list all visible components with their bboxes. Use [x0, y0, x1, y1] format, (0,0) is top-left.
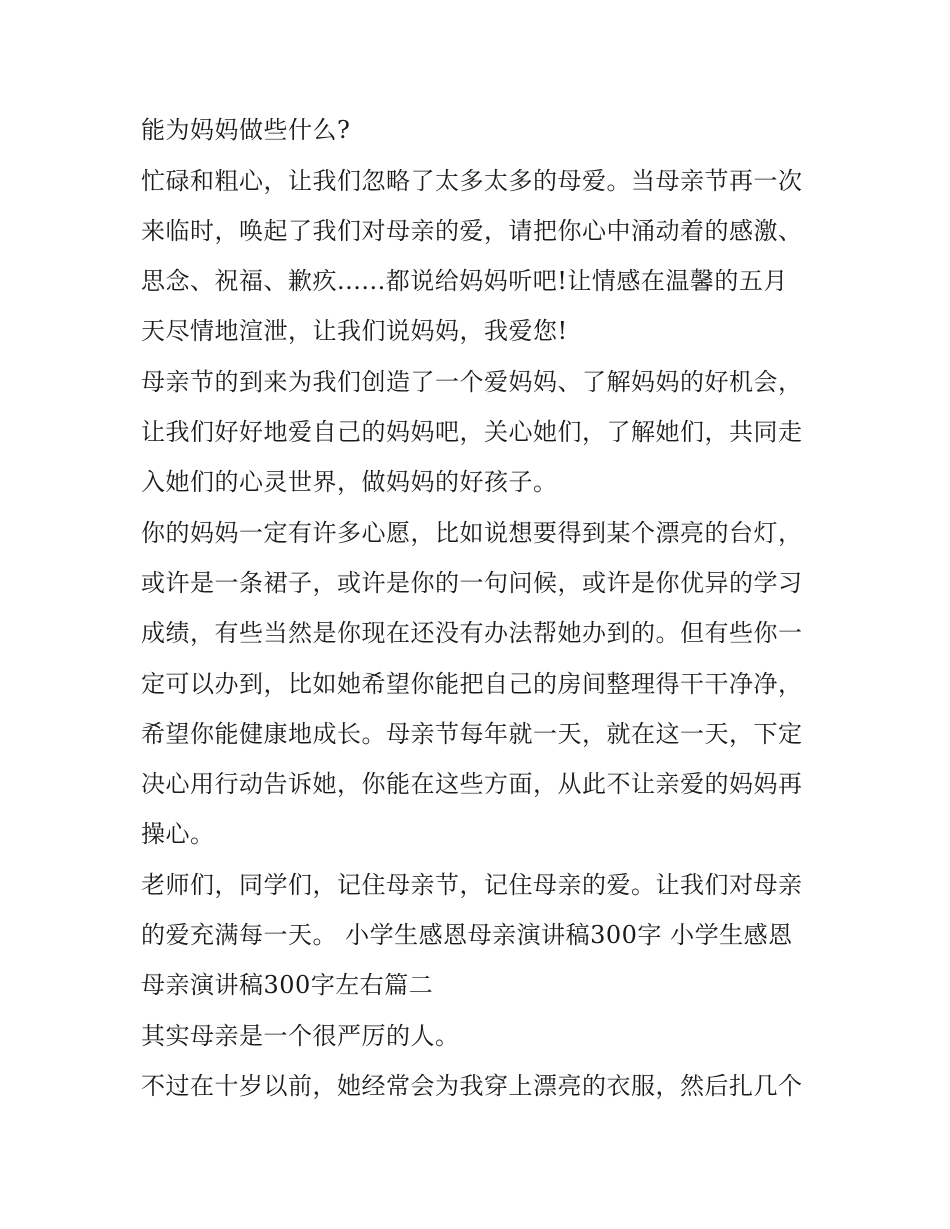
- paragraph-line: 天尽情地渲泄，让我们说妈妈，我爱您!: [141, 317, 568, 345]
- paragraph-line: 成绩，有些当然是你现在还没有办法帮她办到的。但有些你一: [141, 619, 803, 647]
- paragraph-line: 能为妈妈做些什么?: [141, 116, 351, 144]
- paragraph-line: 其实母亲是一个很严厉的人。: [141, 1022, 460, 1050]
- paragraph-line: 的爱充满每一天。 小学生感恩母亲演讲稿300字 小学生感恩: [141, 921, 793, 949]
- paragraph-line: 忙碌和粗心，让我们忽略了太多太多的母爱。当母亲节再一次: [141, 167, 803, 195]
- paragraph-line: 母亲节的到来为我们创造了一个爱妈妈、了解妈妈的好机会，: [141, 368, 803, 396]
- paragraph-line: 来临时，唤起了我们对母亲的爱，请把你心中涌动着的感激、: [141, 217, 803, 245]
- paragraph-line: 让我们好好地爱自己的妈妈吧，关心她们，了解她们，共同走: [141, 418, 803, 446]
- paragraph-line: 定可以办到，比如她希望你能把自己的房间整理得干干净净，: [141, 670, 803, 698]
- paragraph-line: 母亲演讲稿300字左右篇二: [141, 971, 434, 999]
- paragraph-line: 或许是一条裙子，或许是你的一句问候，或许是你优异的学习: [141, 569, 803, 597]
- paragraph-line: 希望你能健康地成长。母亲节每年就一天，就在这一天，下定: [141, 720, 803, 748]
- paragraph-line: 决心用行动告诉她，你能在这些方面，从此不让亲爱的妈妈再: [141, 770, 803, 798]
- paragraph-line: 不过在十岁以前，她经常会为我穿上漂亮的衣服，然后扎几个: [141, 1072, 803, 1100]
- paragraph-line: 思念、祝福、歉疚......都说给妈妈听吧!让情感在温馨的五月: [141, 267, 788, 295]
- paragraph-line: 你的妈妈一定有许多心愿，比如说想要得到某个漂亮的台灯，: [141, 519, 803, 547]
- paragraph-line: 入她们的心灵世界，做妈妈的好孩子。: [141, 468, 558, 496]
- paragraph-line: 操心。: [141, 820, 215, 848]
- paragraph-line: 老师们，同学们，记住母亲节，记住母亲的爱。让我们对母亲: [141, 871, 803, 899]
